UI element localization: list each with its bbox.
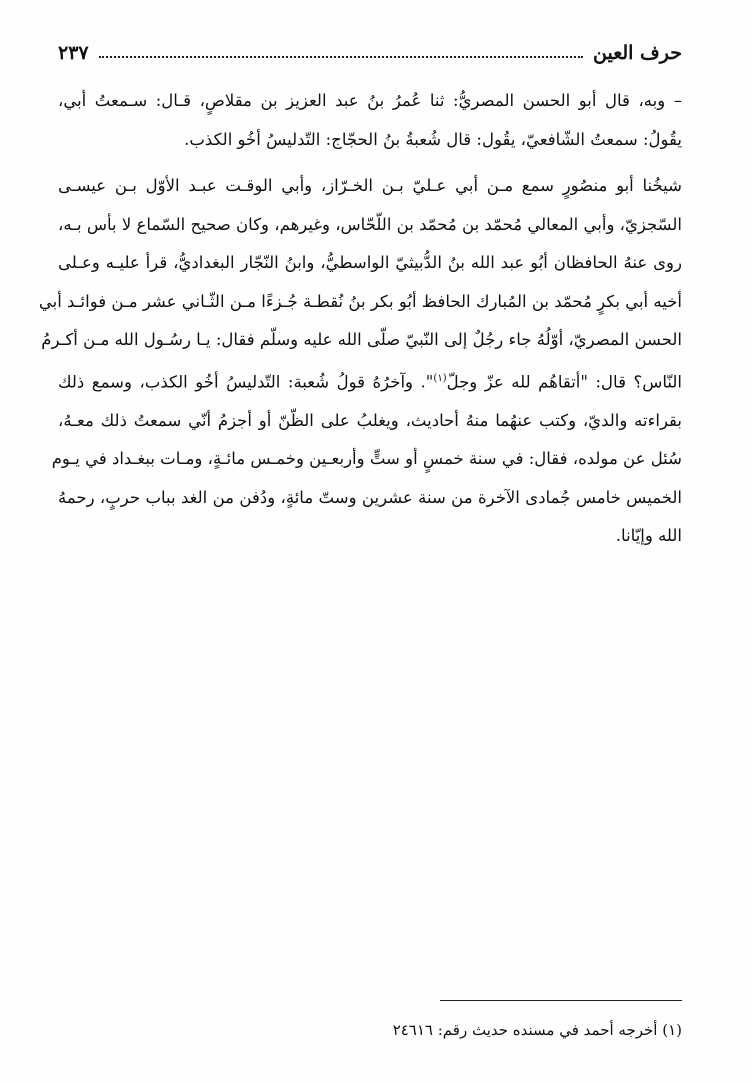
text-segment: النّاس؟ قال: "أتقاهُم لله عزّ وجلّ (446, 372, 682, 391)
text-segment: ". وآخرُهُ قولُ شُعبة: التّدليسُ أخُو الكذب، وسمع ذلك (58, 372, 434, 391)
paragraph-biography (38, 167, 682, 556)
footnote-marker: (١) (433, 372, 447, 384)
text-line: الخميس خامس جُمادى الآخرة من سنة عشرين وستّ مائةٍ، ودُفن من الغد بباب حربٍ، رحمهُ (58, 487, 682, 507)
chapter-title: حرف العين (593, 42, 682, 64)
main-text (38, 82, 682, 556)
text-line-with-footnote (58, 360, 682, 402)
text-line: الله وإيّانا. (615, 526, 682, 545)
page-number: ٢٣٧ (58, 42, 89, 64)
running-header (58, 30, 682, 64)
text-line: أخيه أبي بكرٍ مُحمّد بن المُبارك الحافظ أبُو بكر بنُ نُقطـة جُـزءًا مـن الثّـاني عشر مـن فوائـد أبي (38, 291, 682, 311)
text-line: الحسن المصريّ، أوّلُهُ جاء رجُلٌ إلى النّبيّ صلّى الله عليه وسلّم فقال: يـا رسُـول الله مـن أكـرمُ (41, 330, 682, 349)
text-line: يقُولُ: سمعتُ الشّافعيّ، يقُول: قال شُعبةُ بنُ الحجّاج: التّدليسُ أخُو الكذب. (184, 129, 682, 149)
text-line: – وبه، قال أبو الحسن المصريُّ: ثنا عُمرُ بنُ عبد العزيز بن مقلاصٍ، قـال: سـمعتُ أبي، (58, 91, 682, 110)
paragraph-isnad (58, 82, 682, 159)
footnote: (١) أخرجه أحمد في مسنده حديث رقم: ٢٤٦١٦ (392, 1021, 682, 1039)
header-leader-dots (99, 56, 583, 58)
footnote-separator (440, 1000, 682, 1001)
text-line: بقراءته والديّ، وكتب عنهُما منهُ أحاديث، ويغلبُ على الظّنّ أو أجزمُ أنّي سمعتُ ذلك معـهُ، (58, 410, 682, 430)
text-line: سُئل عن مولده، فقال: في سنة خمسٍ أو ستٍّ وأربعـين وخمـس مائـةٍ، ومـات ببغـداد في يـوم (51, 449, 682, 468)
text-line: السّجزيّ، وأبي المعالي مُحمّد بن مُحمّد بن اللّحّاس، وغيرهم، وكان صحيح السّماع لا بأس بـه، (58, 214, 682, 234)
text-line: شيخُنا أبو منصُورٍ سمع مـن أبي عـليّ بـن الخـرّاز، وأبي الوقـت عبـد الأوّل بـن عيسـى (58, 176, 682, 195)
text-line: روى عنهُ الحافظان أبُو عبد الله بنُ الدُّبيثيّ الواسطيُّ، وابنُ النّجّار البغداديُّ، قرأ عليـه وعـلى (58, 253, 682, 272)
